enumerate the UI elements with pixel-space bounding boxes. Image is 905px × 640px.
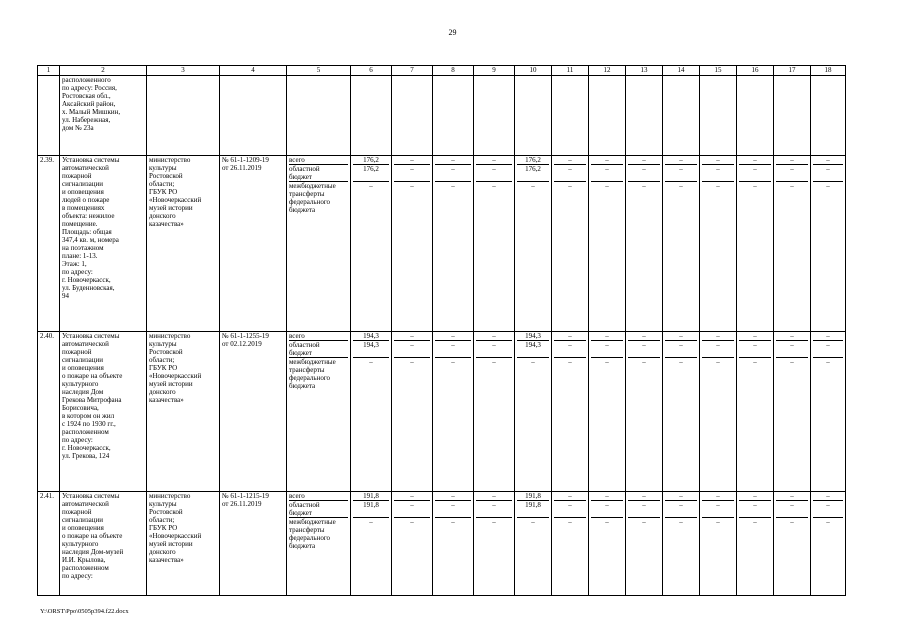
amount-value: – — [517, 357, 549, 366]
amount-value: – — [435, 340, 471, 357]
funding-source-label: областной бюджет — [289, 500, 348, 517]
header-cell: 17 — [774, 66, 811, 76]
amount-value: – — [642, 332, 646, 340]
value-cell — [774, 492, 811, 596]
funding-source-label: межбюджетные трансферты федерального бюджета — [289, 181, 348, 206]
value-cell — [351, 332, 392, 492]
value-cell — [626, 76, 663, 156]
amount-value: – — [739, 357, 771, 366]
header-cell: 8 — [433, 66, 474, 76]
value-cell — [774, 332, 811, 492]
amount-value: – — [554, 357, 586, 366]
table-row — [38, 492, 846, 596]
amount-value: – — [394, 500, 430, 517]
amount-value: – — [753, 492, 757, 500]
amount-value: – — [776, 357, 808, 366]
amount-value: – — [476, 164, 512, 181]
amount-value: 191,8 — [517, 500, 549, 517]
amount-value: – — [628, 340, 660, 357]
value-cell — [474, 156, 515, 332]
header-row — [38, 66, 846, 76]
value-cell — [700, 156, 737, 332]
amount-value: – — [702, 500, 734, 517]
amount-value: – — [451, 332, 455, 340]
value-cell — [474, 332, 515, 492]
amount-value: – — [394, 340, 430, 357]
document-reference: № 61-1-1255-19 от 02.12.2019 — [220, 332, 287, 492]
amount-value: – — [813, 517, 843, 526]
amount-value: – — [790, 492, 794, 500]
amount-value: – — [353, 517, 389, 526]
amount-value: 191,8 — [353, 500, 389, 517]
amount-value: – — [435, 517, 471, 526]
table-row — [38, 76, 846, 156]
amount-value: – — [702, 181, 734, 190]
amount-value: 191,8 — [525, 492, 541, 500]
value-cell — [474, 492, 515, 596]
amount-value: – — [813, 357, 843, 366]
amount-value: – — [739, 181, 771, 190]
amount-value: – — [739, 340, 771, 357]
amount-value: – — [628, 517, 660, 526]
value-cell — [774, 156, 811, 332]
header-cell: 7 — [392, 66, 433, 76]
header-cell: 15 — [700, 66, 737, 76]
table-row — [38, 156, 846, 332]
header-cell: 12 — [589, 66, 626, 76]
value-cell — [552, 332, 589, 492]
funding-sources — [287, 156, 351, 332]
value-cell — [589, 332, 626, 492]
value-cell — [433, 332, 474, 492]
value-cell — [811, 332, 846, 492]
amount-value: – — [776, 517, 808, 526]
amount-value: – — [435, 500, 471, 517]
amount-value: – — [435, 164, 471, 181]
amount-value: – — [476, 517, 512, 526]
amount-value: – — [353, 181, 389, 190]
value-cell — [392, 76, 433, 156]
funding-source-label: областной бюджет — [289, 340, 348, 357]
header-cell: 10 — [515, 66, 552, 76]
amount-value: – — [716, 332, 720, 340]
document-reference: № 61-1-1209-19 от 26.11.2019 — [220, 156, 287, 332]
amount-value: – — [410, 156, 414, 164]
amount-value: – — [826, 492, 830, 500]
amount-value: – — [813, 164, 843, 181]
value-cell — [737, 492, 774, 596]
page-number: 29 — [448, 28, 457, 37]
value-cell — [515, 76, 552, 156]
value-cell — [589, 492, 626, 596]
amount-value: – — [394, 164, 430, 181]
value-cell — [737, 156, 774, 332]
value-cell — [774, 76, 811, 156]
amount-value: – — [665, 340, 697, 357]
measure-description: Установка системы автоматической пожарной сигнализации и оповещения людей о пожаре в помещениях объекта: нежилое помещение. Площадь: общая 347,4 кв. м, номера на поэтажном плане: 1-13. Этаж: 1, по адресу: г. Новочеркасск, ул. Буденновская, 94 — [60, 156, 147, 332]
value-cell — [811, 76, 846, 156]
amount-value: – — [451, 156, 455, 164]
responsible-organization — [147, 76, 220, 156]
amount-value: 176,2 — [353, 164, 389, 181]
amount-value: – — [628, 164, 660, 181]
header-cell: 6 — [351, 66, 392, 76]
budget-table — [37, 65, 846, 596]
value-cell — [515, 332, 552, 492]
amount-value: – — [739, 500, 771, 517]
file-path-footer: Y:\ORST\Ppo\0505p394.f22.docx — [40, 608, 129, 615]
amount-value: – — [476, 500, 512, 517]
measure-description: Установка системы автоматической пожарной сигнализации и оповещения о пожаре на объекте культурного наследия Дом-музей И.И. Крылова, расположенном по адресу: — [60, 492, 147, 596]
responsible-organization: министерство культуры Ростовской области; ГБУК РО «Новочеркасский музей истории донского казачества» — [147, 492, 220, 596]
value-cell — [392, 332, 433, 492]
row-number: 2.41. — [38, 492, 60, 596]
value-cell — [626, 332, 663, 492]
amount-value: – — [476, 340, 512, 357]
amount-value: – — [591, 164, 623, 181]
amount-value: – — [679, 156, 683, 164]
value-cell — [433, 492, 474, 596]
amount-value: – — [776, 500, 808, 517]
amount-value: – — [394, 357, 430, 366]
value-cell — [811, 492, 846, 596]
amount-value: – — [568, 156, 572, 164]
header-cell: 11 — [552, 66, 589, 76]
value-cell — [552, 492, 589, 596]
amount-value: – — [665, 357, 697, 366]
amount-value: – — [605, 156, 609, 164]
responsible-organization: министерство культуры Ростовской области; ГБУК РО «Новочеркасский музей истории донского казачества» — [147, 332, 220, 492]
amount-value: – — [476, 357, 512, 366]
value-cell — [351, 156, 392, 332]
amount-value: – — [702, 340, 734, 357]
amount-value: – — [665, 500, 697, 517]
amount-value: – — [517, 517, 549, 526]
value-cell — [433, 156, 474, 332]
amount-value: – — [753, 332, 757, 340]
amount-value: – — [554, 164, 586, 181]
amount-value: – — [568, 492, 572, 500]
amount-value: – — [591, 340, 623, 357]
value-cell — [700, 332, 737, 492]
amount-value: – — [826, 332, 830, 340]
header-cell: 4 — [220, 66, 287, 76]
amount-value: – — [776, 164, 808, 181]
amount-value: – — [679, 332, 683, 340]
amount-value: – — [435, 181, 471, 190]
amount-value: – — [628, 181, 660, 190]
value-cell — [351, 492, 392, 596]
funding-source-label: всего — [289, 332, 305, 340]
amount-value: – — [492, 492, 496, 500]
header-cell: 5 — [287, 66, 351, 76]
table-row — [38, 332, 846, 492]
amount-value: – — [739, 517, 771, 526]
document-reference: № 61-1-1215-19 от 26.11.2019 — [220, 492, 287, 596]
value-cell — [663, 156, 700, 332]
amount-value: 191,8 — [363, 492, 379, 500]
row-number — [38, 76, 60, 156]
amount-value: – — [753, 156, 757, 164]
amount-value: – — [554, 500, 586, 517]
funding-source-label: всего — [289, 492, 305, 500]
value-cell — [700, 76, 737, 156]
header-cell: 13 — [626, 66, 663, 76]
funding-sources — [287, 492, 351, 596]
header-cell: 18 — [811, 66, 846, 76]
header-cell: 2 — [60, 66, 147, 76]
amount-value: – — [476, 181, 512, 190]
value-cell — [626, 492, 663, 596]
amount-value: – — [591, 181, 623, 190]
amount-value: – — [628, 500, 660, 517]
value-cell — [626, 156, 663, 332]
value-cell — [700, 492, 737, 596]
amount-value: – — [492, 332, 496, 340]
amount-value: 176,2 — [525, 156, 541, 164]
header-cell: 16 — [737, 66, 774, 76]
value-cell — [515, 492, 552, 596]
funding-source-label: областной бюджет — [289, 164, 348, 181]
amount-value: – — [813, 340, 843, 357]
header-cell: 3 — [147, 66, 220, 76]
amount-value: 176,2 — [517, 164, 549, 181]
funding-source-label: межбюджетные трансферты федерального бюджета — [289, 357, 348, 382]
value-cell — [663, 332, 700, 492]
amount-value: – — [790, 332, 794, 340]
table-body — [38, 76, 846, 596]
header-cell: 14 — [663, 66, 700, 76]
funding-sources — [287, 76, 351, 156]
amount-value: – — [353, 357, 389, 366]
value-cell — [589, 156, 626, 332]
amount-value: – — [451, 492, 455, 500]
funding-source-label: всего — [289, 156, 305, 164]
amount-value: – — [554, 181, 586, 190]
row-number: 2.40. — [38, 332, 60, 492]
funding-source-label: межбюджетные трансферты федерального бюджета — [289, 517, 348, 542]
value-cell — [351, 76, 392, 156]
amount-value: – — [665, 181, 697, 190]
amount-value: – — [702, 517, 734, 526]
amount-value: 194,3 — [525, 332, 541, 340]
amount-value: – — [628, 357, 660, 366]
amount-value: – — [665, 517, 697, 526]
amount-value: – — [826, 156, 830, 164]
value-cell — [663, 492, 700, 596]
value-cell — [589, 76, 626, 156]
amount-value: – — [517, 181, 549, 190]
measure-description: Установка системы автоматической пожарной сигнализации и оповещения о пожаре на объекте культурного наследия Дом Грекова Митрофана Борисовича, в котором он жил с 1924 по 1930 гг., расположенном по адресу: г. Новочеркасск, ул. Грекова, 124 — [60, 332, 147, 492]
amount-value: – — [605, 492, 609, 500]
header-cell: 1 — [38, 66, 60, 76]
amount-value: – — [776, 181, 808, 190]
value-cell — [433, 76, 474, 156]
amount-value: – — [679, 492, 683, 500]
amount-value: – — [554, 517, 586, 526]
amount-value: 194,3 — [363, 332, 379, 340]
amount-value: – — [642, 156, 646, 164]
amount-value: – — [554, 340, 586, 357]
amount-value: – — [642, 492, 646, 500]
amount-value: – — [702, 357, 734, 366]
amount-value: – — [739, 164, 771, 181]
value-cell — [737, 76, 774, 156]
amount-value: – — [813, 500, 843, 517]
funding-sources — [287, 332, 351, 492]
amount-value: – — [716, 156, 720, 164]
row-number: 2.39. — [38, 156, 60, 332]
value-cell — [737, 332, 774, 492]
measure-description: расположенного по адресу: Россия, Ростовская обл., Аксайский район, х. Малый Мишкин, ул. Набережная, дом № 23а — [60, 76, 147, 156]
amount-value: – — [790, 156, 794, 164]
amount-value: – — [410, 492, 414, 500]
amount-value: – — [605, 332, 609, 340]
amount-value: – — [492, 156, 496, 164]
amount-value: 176,2 — [363, 156, 379, 164]
value-cell — [392, 156, 433, 332]
amount-value: – — [591, 517, 623, 526]
amount-value: – — [591, 500, 623, 517]
responsible-organization: министерство культуры Ростовской области; ГБУК РО «Новочеркасский музей истории донского казачества» — [147, 156, 220, 332]
amount-value: – — [591, 357, 623, 366]
value-cell — [392, 492, 433, 596]
header-cell: 9 — [474, 66, 515, 76]
value-cell — [811, 156, 846, 332]
amount-value: 194,3 — [517, 340, 549, 357]
amount-value: – — [716, 492, 720, 500]
amount-value: – — [435, 357, 471, 366]
amount-value: – — [813, 181, 843, 190]
value-cell — [474, 76, 515, 156]
amount-value: – — [410, 332, 414, 340]
value-cell — [515, 156, 552, 332]
amount-value: – — [776, 340, 808, 357]
value-cell — [552, 156, 589, 332]
value-cell — [663, 76, 700, 156]
amount-value: – — [665, 164, 697, 181]
amount-value: – — [394, 517, 430, 526]
value-cell — [552, 76, 589, 156]
amount-value: 194,3 — [353, 340, 389, 357]
amount-value: – — [568, 332, 572, 340]
amount-value: – — [702, 164, 734, 181]
document-reference — [220, 76, 287, 156]
amount-value: – — [394, 181, 430, 190]
